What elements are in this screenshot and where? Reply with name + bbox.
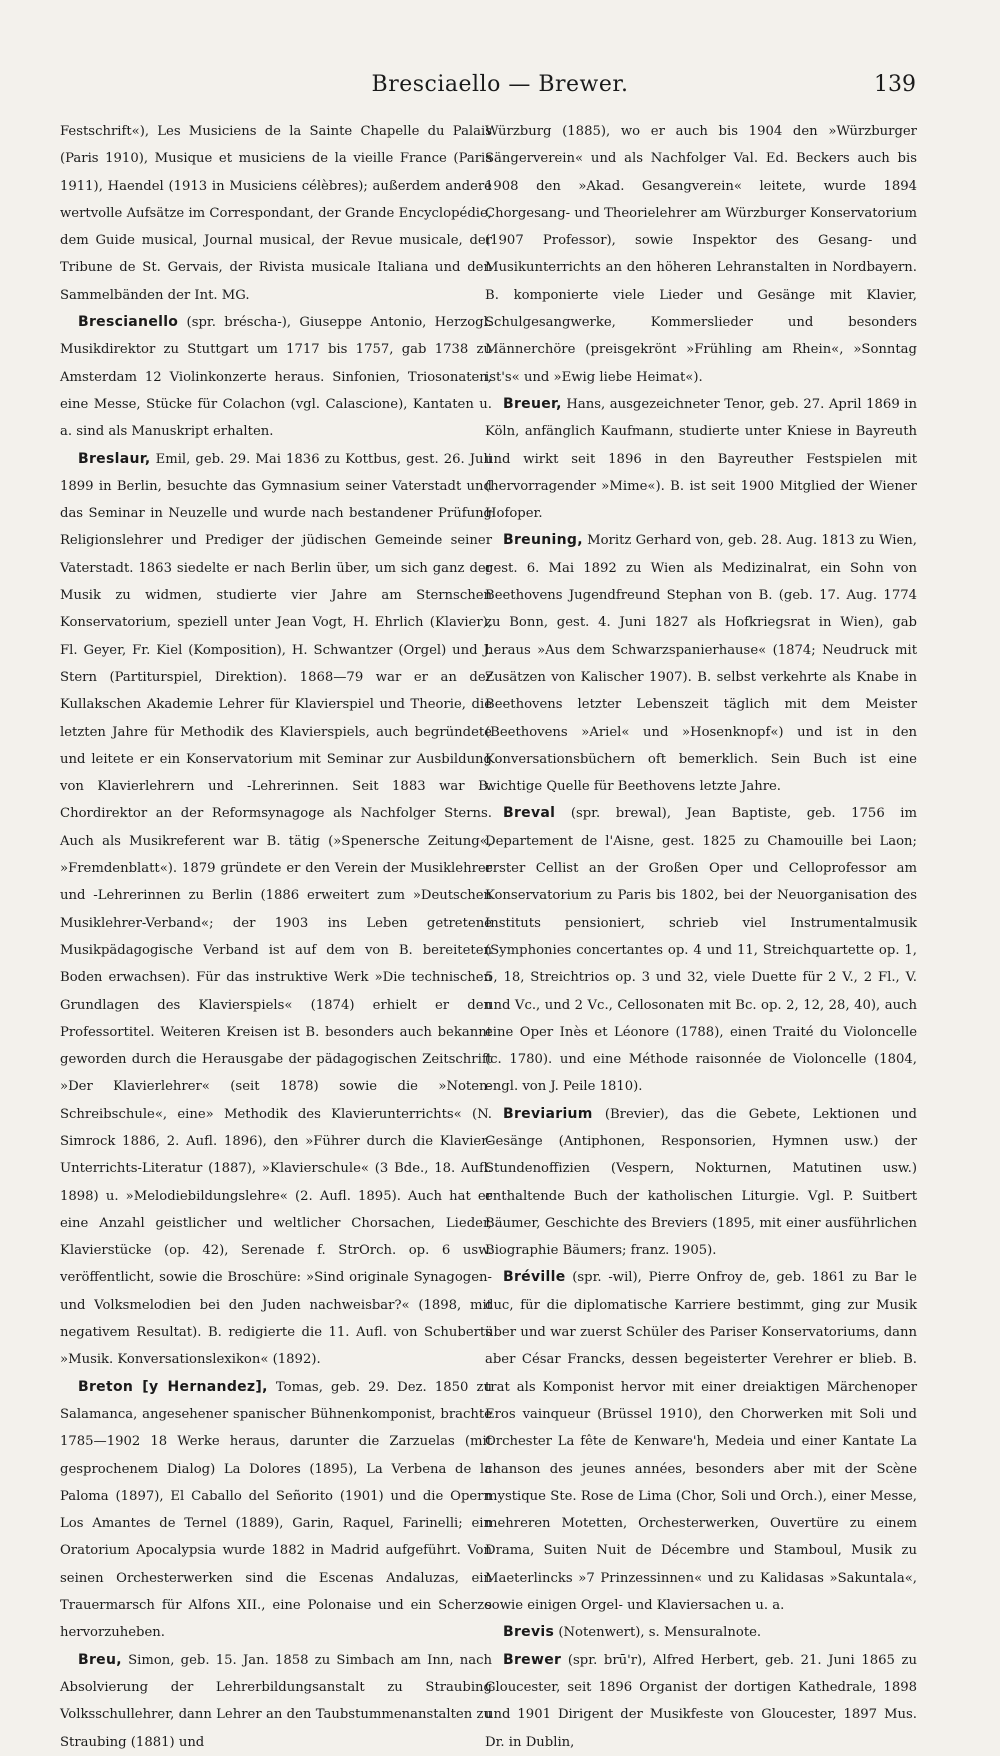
headword: Breslaur, <box>78 450 151 467</box>
right-column <box>485 118 917 1750</box>
entry-breval: Breval (spr. brewal), Jean Baptiste, geb. 1756 im Departement de l'Aisne, gest. 1825 zu Chamouille bei Laon; erster Cellist an der Großen Oper und Celloprofessor am Konservatorium zu Paris bis 1802, bei der Neuorganisation des Instituts pensioniert, schrieb viel Instrumentalmusik (Symphonies concertantes op. 4 und 11, Streichquartette op. 1, 5, 18, Streichtrios op. 3 und 32, viele Duette für 2 V., 2 Fl., V. und Vc., und 2 Vc., Cellosonaten mit Bc. op. 2, 12, 28, 40), auch eine Oper Inès et Léonore (1788), einen Traité du Violoncelle (c. 1780). und eine Méthode raisonnée de Violoncelle (1804, engl. von J. Peile 1810). <box>485 805 917 1095</box>
headword: Breviarium <box>503 1105 593 1122</box>
headword: Brewer <box>503 1651 562 1668</box>
entry-breslaur: Breslaur, Emil, geb. 29. Mai 1836 zu Kottbus, gest. 26. Juli 1899 in Berlin, besuchte das Gymnasium seiner Vaterstadt und das Seminar in Neuzelle und wurde nach bestandener Prüfung Religionslehrer und Prediger der jüdischen Gemeinde seiner Vaterstadt. 1863 siedelte er nach Berlin über, um sich ganz der Musik zu widmen, studierte vier Jahre am Sternschen Konservatorium, speziell unter Jean Vogt, H. Ehrlich (Klavier), Fl. Geyer, Fr. Kiel (Komposition), H. Schwantzer (Orgel) und J. Stern (Partiturspiel, Direktion). 1868—79 war er an der Kullakschen Akademie Lehrer für Klavierspiel und Theorie, die letzten Jahre für Methodik des Klavierspiels, auch begründete und leitete er ein Konservatorium mit Seminar zur Ausbildung von Klavierlehrern und -Lehrerinnen. Seit 1883 war B. Chordirektor an der Reformsynagoge als Nachfolger Sterns. Auch als Musikreferent war B. tätig (»Spenersche Zeitung«, »Fremdenblatt«). 1879 gründete er den Verein der Musiklehrer und -Lehrerinnen zu Berlin (1886 erweitert zum »Deutschen Musiklehrer-Verband«; der 1903 ins Leben getretene Musikpädagogische Verband ist auf dem von B. bereiteten Boden erwachsen). Für das instruktive Werk »Die technischen Grundlagen des Klavierspiels« (1874) erhielt er den Professortitel. Weiteren Kreisen ist B. besonders auch bekannt geworden durch die Herausgabe der pädagogischen Zeitschrift »Der Klavierlehrer« (seit 1878) sowie die »Noten-Schreibschule«, eine» Methodik des Klavierunterrichts« (N. Simrock 1886, 2. Aufl. 1896), den »Führer durch die Klavier-Unterrichts-Literatur (1887), »Klavierschule« (3 Bde., 18. Aufl. 1898) u. »Melodiebildungslehre« (2. Aufl. 1895). Auch hat er eine Anzahl geistlicher und weltlicher Chorsachen, Lieder, Klavierstücke (op. 42), Serenade f. StrOrch. op. 6 usw. veröffentlicht, sowie die Broschüre: »Sind originale Synagogen- und Volksmelodien bei den Juden nachweisbar?« (1898, mit negativem Resultat). B. redigierte die 11. Aufl. von Schuberts »Musik. Konversationslexikon« (1892). <box>60 450 492 1368</box>
headword: Brescianello <box>78 314 179 331</box>
running-title: Bresciaello — Brewer. <box>371 72 629 97</box>
headword: Bréville <box>503 1269 566 1286</box>
headword: Breval <box>503 805 556 822</box>
entry-breviarium: Breviarium (Brevier), das die Gebete, Lektionen und Gesänge (Antiphonen, Responsorien, Hymnen usw.) der Stundenoffizien (Vespern, Nokturnen, Matutinen usw.) enthaltende Buch der katholischen Liturgie. Vgl. P. Suitbert Bäumer, Geschichte des Breviers (1895, mit einer ausführlichen Biographie Bäumers; franz. 1905). <box>485 1105 917 1259</box>
entry-breu: Breu, Simon, geb. 15. Jan. 1858 zu Simbach am Inn, nach Absolvierung der Lehrerbildungsanstalt zu Straubing Volksschullehrer, dann Lehrer an den Taubstummenanstalten zu Straubing (1881) und <box>60 1651 492 1750</box>
headword: Breuer, <box>503 395 562 412</box>
entry-breville: Bréville (spr. -wil), Pierre Onfroy de, geb. 1861 zu Bar le duc, für die diplomatische Karriere bestimmt, ging zur Musik über und war zuerst Schüler des Pariser Konservatoriums, dann aber César Francks, dessen begeisterter Verehrer er blieb. B. trat als Komponist hervor mit einer dreiaktigen Märchenoper Eros vainqueur (Brüssel 1910), den Chorwerken mit Soli und Orchester La fête de Kenware'h, Medeia und einer Kantate La chanson des jeunes années, besonders aber mit der Scène mystique Ste. Rose de Lima (Chor, Soli und Orch.), einer Messe, mehreren Motetten, Orchesterwerken, Ouvertüre zu einem Drama, Suiten Nuit de Décembre und Stamboul, Musik zu Maeterlincks »7 Prinzessinnen« und zu Kalidasas »Sakuntala«, sowie einigen Orgel- und Klaviersachen u. a. <box>485 1269 917 1614</box>
entry-continuation: Würzburg (1885), wo er auch bis 1904 den »Würzburger Sängerverein« und als Nachfolger Val. Ed. Beckers auch bis 1908 den »Akad. Gesangverein« leitete, wurde 1894 Chorgesang- und Theorielehrer am Würzburger Konservatorium (1907 Professor), sowie Inspektor des Gesang- und Musikunterrichts an den höheren Lehranstalten in Nordbayern. B. komponierte viele Lieder und Gesänge mit Klavier, Schulgesangwerke, Kommerslieder und besonders Männerchöre (preisgekrönt »Frühling am Rhein«, »Sonntag ist's« und »Ewig liebe Heimat«). <box>485 124 917 385</box>
running-head <box>60 72 940 108</box>
entry-brewer: Brewer (spr. brū'r), Alfred Herbert, geb. 21. Juni 1865 zu Gloucester, seit 1896 Organist der dortigen Kathedrale, 1898 und 1901 Dirigent der Musikfeste von Gloucester, 1897 Mus. Dr. in Dublin, <box>485 1651 917 1750</box>
entry-breuer: Breuer, Hans, ausgezeichneter Tenor, geb. 27. April 1869 in Köln, anfänglich Kaufmann, studierte unter Kniese in Bayreuth und wirkt seit 1896 in den Bayreuther Festspielen mit (hervorragender »Mime«). B. ist seit 1900 Mitglied der Wiener Hofoper. <box>485 395 917 522</box>
entry-brescianello: Brescianello (spr. bréscha-), Giuseppe Antonio, Herzogl. Musikdirektor zu Stuttgart um 1717 bis 1757, gab 1738 zu Amsterdam 12 Violinkonzerte heraus. Sinfonien, Triosonaten, eine Messe, Stücke für Colachon (vgl. Calascione), Kantaten u. a. sind als Manuskript erhalten. <box>60 314 492 440</box>
headword: Brevis <box>503 1624 555 1641</box>
entry-breuning: Breuning, Moritz Gerhard von, geb. 28. Aug. 1813 zu Wien, gest. 6. Mai 1892 zu Wien als Medizinalrat, ein Sohn von Beethovens Jugendfreund Stephan von B. (geb. 17. Aug. 1774 zu Bonn, gest. 4. Juni 1827 als Hofkriegsrat in Wien), gab heraus »Aus dem Schwarzspanierhause« (1874; Neudruck mit Zusätzen von Kalischer 1907). B. selbst verkehrte als Knabe in Beethovens letzter Lebenszeit täglich mit dem Meister (Beethovens »Ariel« und »Hosenknopf«) und ist in den Konversationsbüchern oft bemerklich. Sein Buch ist eine wichtige Quelle für Beethovens letzte Jahre. <box>485 532 917 795</box>
page-number: 139 <box>874 72 916 97</box>
entry-continuation: Festschrift«), Les Musiciens de la Sainte Chapelle du Palais (Paris 1910), Musique et musiciens de la vieille France (Paris 1911), Haendel (1913 in Musiciens célèbres); außerdem andere wertvolle Aufsätze im Correspondant, der Grande Encyclopédie, dem Guide musical, Journal musical, der Revue musicale, der Tribune de St. Gervais, der Rivista musicale Italiana und den Sammelbänden der Int. MG. <box>60 124 492 303</box>
left-column <box>60 118 492 1750</box>
headword: Breton [y Hernandez], <box>78 1378 268 1395</box>
entry-breton: Breton [y Hernandez], Tomas, geb. 29. Dez. 1850 zu Salamanca, angesehener spanischer Bühnenkomponist, brachte 1785—1902 18 Werke heraus, darunter die Zarzuelas (mit gesprochenem Dialog) La Dolores (1895), La Verbena de la Paloma (1897), El Caballo del Señorito (1901) und die Opern Los Amantes de Ternel (1889), Garin, Raquel, Farinelli; ein Oratorium Apocalypsia wurde 1882 in Madrid aufgeführt. Von seinen Orchesterwerken sind die Escenas Andaluzas, ein Trauermarsch für Alfons XII., eine Polonaise und ein Scherzo hervorzuheben. <box>60 1378 492 1641</box>
entry-brevis: Brevis (Notenwert), s. Mensuralnote. <box>503 1624 762 1641</box>
headword: Breu, <box>78 1651 122 1668</box>
headword: Breuning, <box>503 532 583 549</box>
